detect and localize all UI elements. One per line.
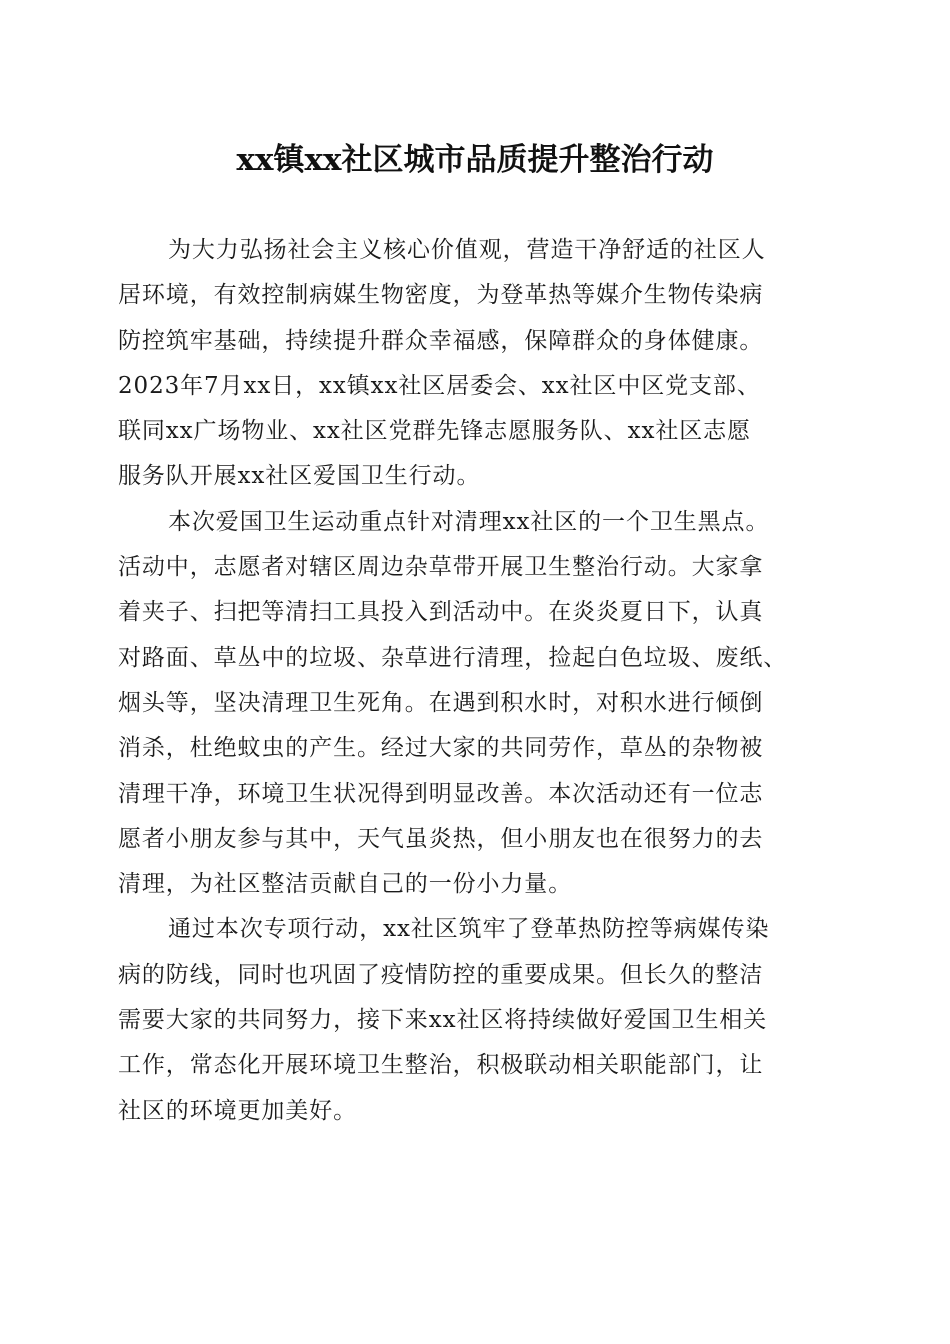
text-line: 本次爱国卫生运动重点针对清理xx社区的一个卫生黑点。 [168,508,770,535]
text-line: 着夹子、扫把等清扫工具投入到活动中。在炎炎夏日下，认真 [118,599,764,626]
text-line: 防控筑牢基础，持续提升群众幸福感，保障群众的身体健康。 [118,327,764,354]
text-line: 清理，为社区整洁贡献自己的一份小力量。 [118,871,573,898]
document-body [118,228,830,1134]
paragraph-3 [118,907,830,1133]
text-line: 服务队开展xx社区爱国卫生行动。 [118,463,481,490]
paragraph-1 [118,228,830,500]
document-title: xx镇xx社区城市品质提升整治行动 [236,142,714,178]
text-line: 愿者小朋友参与其中，天气虽炎热，但小朋友也在很努力的去 [118,825,764,852]
text-line: 对路面、草丛中的垃圾、杂草进行清理，捡起白色垃圾、废纸、 [118,644,788,671]
text-line: 社区的环境更加美好。 [118,1097,357,1124]
text-line: 需要大家的共同努力，接下来xx社区将持续做好爱国卫生相关 [118,1007,768,1034]
text-line: 通过本次专项行动，xx社区筑牢了登革热防控等病媒传染 [168,916,770,943]
paragraph-2 [118,500,830,908]
text-line: 活动中，志愿者对辖区周边杂草带开展卫生整治行动。大家拿 [118,554,764,581]
text-line: 为大力弘扬社会主义核心价值观，营造干净舒适的社区人 [168,237,766,263]
text-line: 病的防线，同时也巩固了疫情防控的重要成果。但长久的整洁 [118,961,764,988]
text-line: 消杀，杜绝蚊虫的产生。经过大家的共同劳作，草丛的杂物被 [118,735,764,762]
text-line: 居环境，有效控制病媒生物密度，为登革热等媒介生物传染病 [118,282,764,309]
text-line: 工作，常态化开展环境卫生整治，积极联动相关职能部门，让 [118,1052,764,1079]
text-line: 清理干净，环境卫生状况得到明显改善。本次活动还有一位志 [118,780,764,807]
text-line: 联同xx广场物业、xx社区党群先锋志愿服务队、xx社区志愿 [118,418,751,445]
text-line: 烟头等，坚决清理卫生死角。在遇到积水时，对积水进行倾倒 [118,689,764,716]
text-line: 2023年7月xx日，xx镇xx社区居委会、xx社区中区党支部、 [118,372,761,399]
